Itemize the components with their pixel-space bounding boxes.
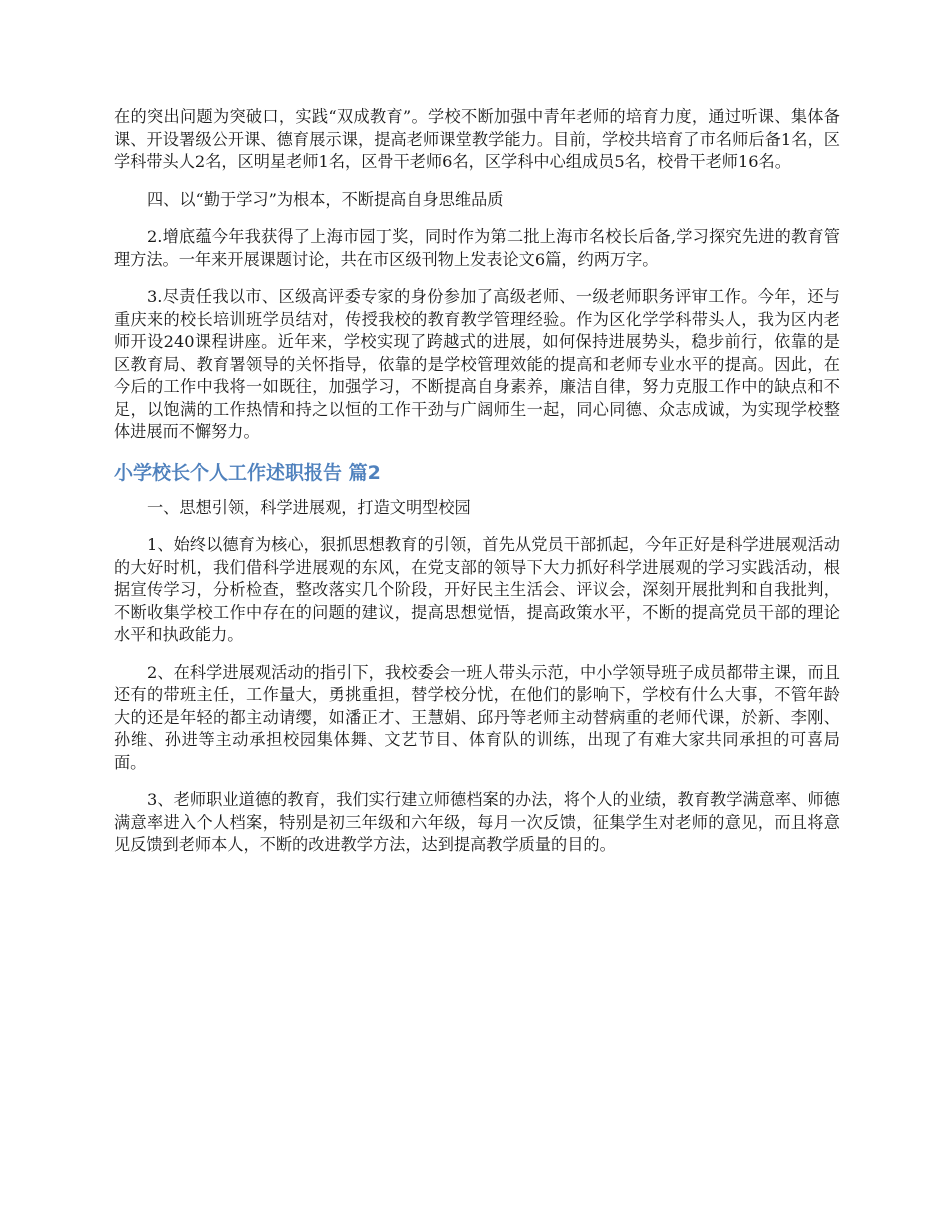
paragraph-item-1: 1、始终以德育为核心，狠抓思想教育的引领，首先从党员干部抓起，今年正好是科学进展观活动的大好时机，我们借科学进展观的东风，在党支部的领导下大力抓好科学进展观的学习实践活动，根据宣传学习，分析检查，整改落实几个阶段，开好民主生活会、评议会，深刻开展批判和自我批判，不断收集学校工作中存在的问题的建议，提高思想觉悟，提高政策水平，不断的提高党员干部的理论水平和执政能力。: [114, 535, 840, 644]
paragraph-point-2: 2.增底蕴今年我获得了上海市园丁奖，同时作为第二批上海市名校长后备,学习探究先进的教育管理方法。一年来开展课题讨论，共在市区级刊物上发表论文6篇，约两万字。: [114, 227, 840, 269]
paragraph-subheading-4: 四、以“勤于学习”为根本，不断提高自身思维品质: [147, 189, 504, 209]
paragraph-subheading-1: 一、思想引领，科学进展观，打造文明型校园: [147, 497, 471, 517]
paragraph-item-3: 3、老师职业道德的教育，我们实行建立师德档案的办法，将个人的业绩，教育教学满意率、师德满意率进入个人档案，特别是初三年级和六年级，每月一次反馈，征集学生对老师的意见，而且将意见反馈到老师本人，不断的改进教学方法，达到提高教学质量的目的。: [114, 790, 840, 854]
paragraph-continuation: 在的突出问题为突破口，实践“双成教育”。学校不断加强中青年老师的培育力度，通过听课、集体备课、开设署级公开课、德育展示课，提高老师课堂教学能力。目前，学校共培育了市名师后备1名，区学科带头人2名，区明星老师1名，区骨干老师6名，区学科中心组成员5名，校骨干老师16名。: [114, 107, 840, 171]
section-heading: 小学校长个人工作述职报告 篇2: [114, 461, 381, 484]
paragraph-point-3: 3.尽责任我以市、区级高评委专家的身份参加了高级老师、一级老师职务评审工作。今年，还与重庆来的校长培训班学员结对，传授我校的教育教学管理经验。作为区化学学科带头人，我为区内老师开设240课程讲座。近年来，学校实现了跨越式的进展，如何保持进展势头，稳步前行，依靠的是区教育局、教育署领导的关怀指导，依靠的是学校管理效能的提高和老师专业水平的提高。因此，在今后的工作中我将一如既往，加强学习，不断提高自身素养，廉洁自律，努力克服工作中的缺点和不足，以饱满的工作热情和持之以恒的工作干劲与广阔师生一起，同心同德、众志成诚，为实现学校整体进展而不懈努力。: [114, 287, 840, 441]
document-page: [114, 106, 840, 872]
paragraph-item-2: 2、在科学进展观活动的指引下，我校委会一班人带头示范，中小学领导班子成员都带主课，而且还有的带班主任，工作量大，勇挑重担，替学校分忧，在他们的影响下，学校有什么大事，不管年龄大的还是年轻的都主动请缨，如潘正才、王慧娟、邱丹等老师主动替病重的老师代课，於新、李刚、孙维、孙进等主动承担校园集体舞、文艺节目、体育队的训练，出现了有难大家共同承担的可喜局面。: [114, 662, 840, 772]
